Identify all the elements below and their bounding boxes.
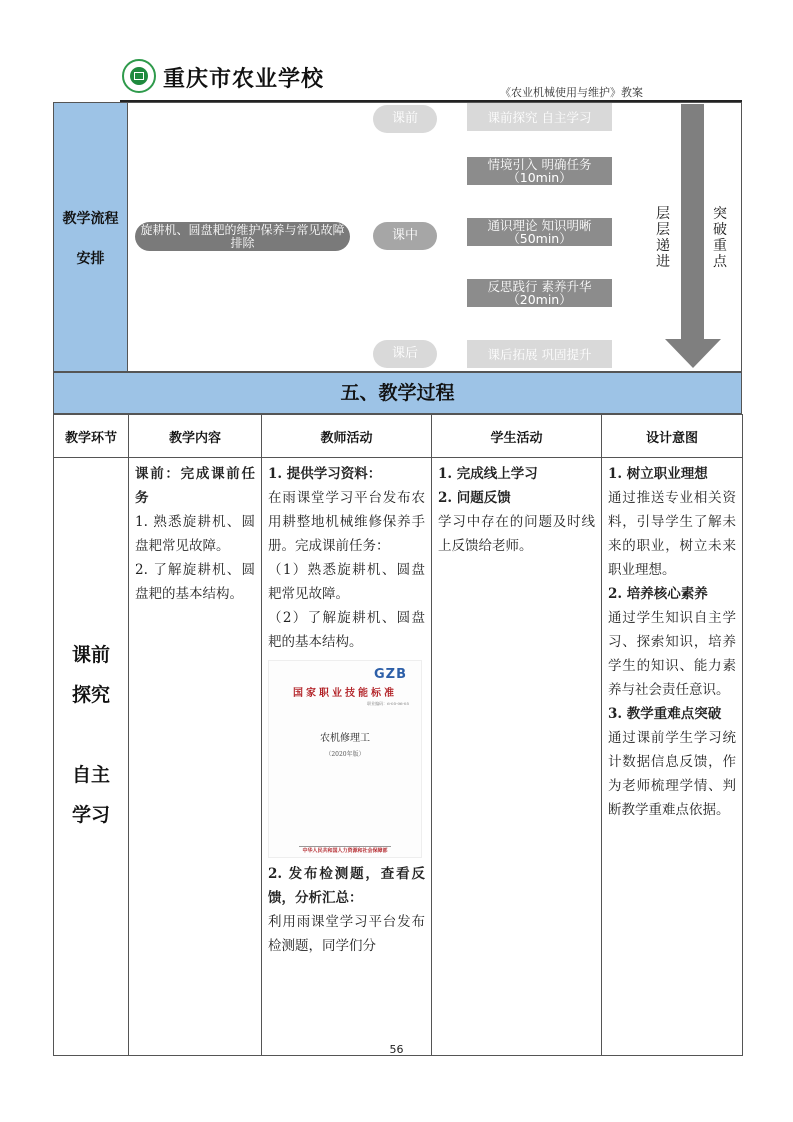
design-text-3: 通过课前学生学习统计数据信息反馈，作为老师梳理学情、判断教学重难点依据。 [608,730,736,818]
breakthrough-char: 破 [713,222,727,238]
gzb-logo: GZB [373,667,407,682]
stage-word: 探究 [71,684,110,706]
header-stage: 教学环节 [54,415,129,458]
step-4-title: 反思践行 素养升华 [487,279,592,294]
topic-text: 旋耕机、圆盘耙的维护保养与常见故障排除 [140,222,345,250]
design-heading-2: 2. 培养核心素养 [608,586,708,602]
header-design: 设计意图 [602,415,743,458]
topic-pill [135,222,350,251]
step-5-title: 课后拓展 巩固提升 [487,346,592,362]
step-4 [467,279,612,307]
breakthrough-label [712,206,728,270]
step-3-time: （50min） [507,231,572,246]
teacher-heading-2: 2. 发布检测题，查看反馈，分析汇总： [268,866,425,906]
progress-char: 层 [656,222,670,238]
step-4-time: （20min） [507,292,572,307]
flow-label-line1: 教学流程 [62,211,119,227]
doc-issuer-1: 中华人民共和国人力资源和社会保障部 [302,848,388,854]
design-heading-1: 1. 树立职业理想 [608,466,708,482]
teacher-text-3: （2）了解旋耕机、圆盘耙的基本结构。 [268,610,425,650]
phase-before-class: 课前 [373,105,437,133]
step-1-title: 课前探究 自主学习 [487,109,592,125]
teacher-text-1: 在雨课堂学习平台发布农用耕整地机械维修保养手册。完成课前任务： [268,490,425,554]
teacher-text-4: 利用雨课堂学习平台发布检测题，同学们分 [268,914,425,954]
breakthrough-char: 突 [713,206,727,222]
content-item: 1. 熟悉旋耕机、圆盘耙常见故障。 [135,514,255,554]
flow-label-line2: 安排 [76,251,105,267]
design-text-2: 通过学生知识自主学习、探索知识，培养学生的知识、能力素养与社会责任意识。 [608,610,736,698]
student-heading-1: 1. 完成线上学习 [438,466,538,482]
doc-standard-title: 国家职业技能标准 [293,688,397,699]
doc-rule [299,846,391,847]
header-content: 教学内容 [129,415,262,458]
stage-word: 课前 [71,644,110,666]
progress-char: 递 [656,238,670,254]
design-text-1: 通过推送专业相关资料，引导学生了解未来的职业，树立未来职业理想。 [608,490,736,578]
teacher-heading-1: 1. 提供学习资料： [268,466,382,482]
standard-document-thumbnail [268,660,422,858]
step-3 [467,218,612,246]
progress-char: 层 [656,206,670,222]
header-student: 学生活动 [432,415,602,458]
teacher-text-2: （1）熟悉旋耕机、圆盘耙常见故障。 [268,562,425,602]
student-heading-2: 2. 问题反馈 [438,490,511,506]
table-row [54,458,743,1056]
doc-edition: （2020年版） [325,751,365,758]
teaching-process-table [53,414,743,1056]
doc-name: 农机修理工 [320,733,370,744]
design-cell [602,458,743,1056]
course-title: 《农业机械使用与维护》教案 [500,86,643,99]
step-1 [467,103,612,131]
page-number: 56 [389,1043,404,1056]
phase-after-class: 课后 [373,340,437,368]
section-title: 五、教学过程 [53,372,742,414]
student-text: 学习中存在的问题及时线上反馈给老师。 [438,514,595,554]
student-cell [432,458,602,1056]
school-name: 重庆市农业学校 [163,66,325,92]
stage-word: 自主 [71,764,110,786]
teacher-cell [262,458,432,1056]
table-header-row [54,415,743,458]
step-3-title: 通识理论 知识明晰 [487,218,592,233]
progress-char: 进 [656,254,670,270]
step-5 [467,340,612,368]
phase-in-class: 课中 [373,222,437,250]
breakthrough-char: 点 [713,254,727,270]
school-logo-icon [122,59,156,93]
doc-issuer [269,848,421,854]
design-heading-3: 3. 教学重难点突破 [608,706,722,722]
breakthrough-char: 重 [713,238,727,254]
header-teacher: 教师活动 [262,415,432,458]
stage-word: 学习 [71,804,110,826]
doc-code: 职业编码：6-05-06-05 [367,701,409,706]
content-cell [129,458,262,1056]
stage-cell [54,458,129,1056]
content-heading: 课前：完成课前任务 [135,466,255,506]
step-2-time: （10min） [507,170,572,185]
step-2 [467,157,612,185]
step-2-title: 情境引入 明确任务 [487,157,592,172]
content-item: 2. 了解旋耕机、圆盘耙的基本结构。 [135,562,255,602]
flow-label-cell [53,102,128,372]
